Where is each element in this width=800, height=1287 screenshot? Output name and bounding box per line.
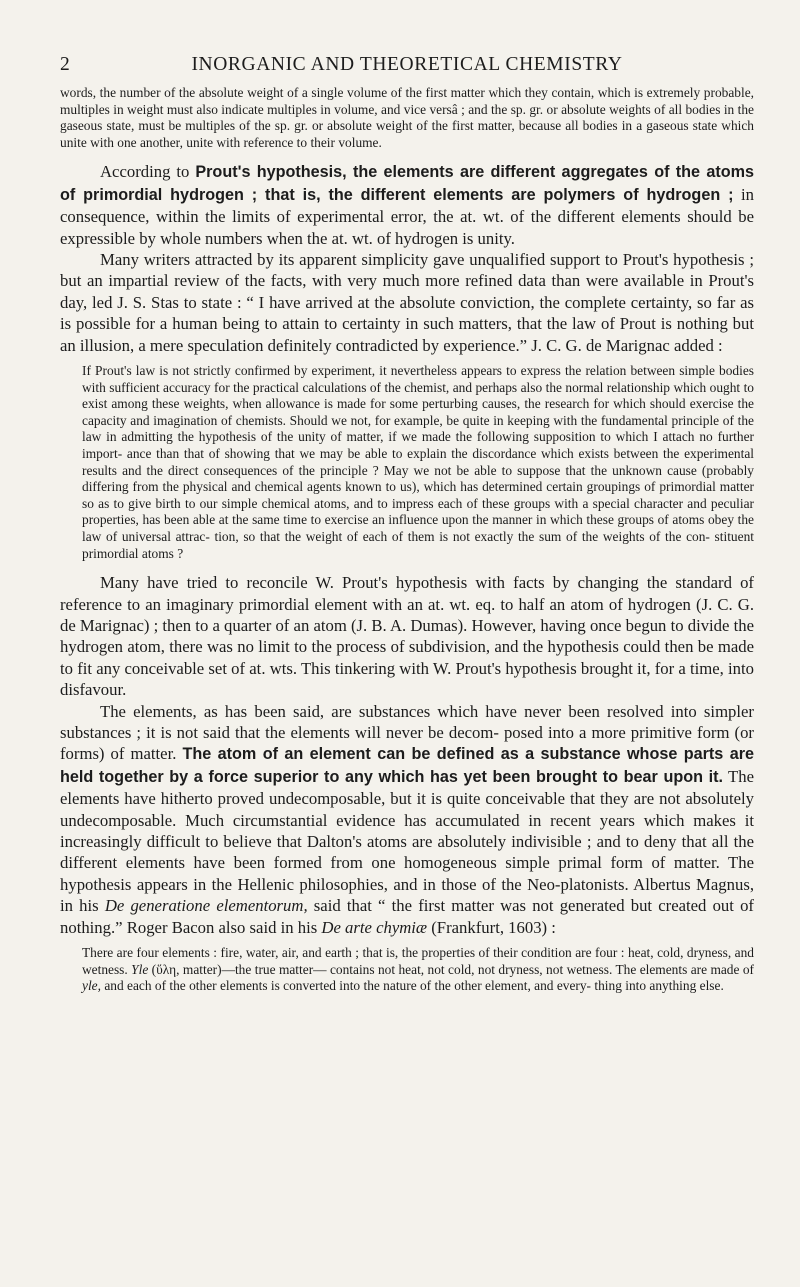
text-run: The elements have hitherto proved undecomposable, but it is quite conceivable that they are not absolutely undecomposable. Much circumstantial evidence has accumulated in recent years which makes it increasingly difficult to believe that Dalton's atoms are absolutely indivisible ; and to deny that all the different elements have been formed from one homogeneous simple primal form of matter. The hypothesis appears in the Hellenic philosophies, and in those of the Neo-platonists. Albertus Magnus, in his [60,766,754,916]
text-run: in consequence, within the limits of experimental error, the at. wt. of the different elements should be expressible by whole numbers when the at. wt. of hydrogen is unity. [60,184,754,248]
paragraph-elements [60,701,754,938]
text-run: said that “ the first matter was not generated but created out of nothing.” Roger Bacon also said in his [60,896,754,937]
running-title: INORGANIC AND THEORETICAL CHEMISTRY [191,54,623,75]
page-number: 2 [60,54,71,75]
running-head [60,54,754,76]
text-run: There are four elements : fire, water, air, and earth ; that is, the properties of their condition are four : heat, cold, dryness, and wetness. [82,945,754,977]
paragraph-stas: Many writers attracted by its apparent simplicity gave unqualified support to Prout's hypothesis ; but an impartial review of the facts, with very much more refined data than were available in Prout's day, led J. S. Stas to state : “ I have arrived at the absolute conviction, the complete certainty, so far as is possible for a human being to attain to certainty in such matters, that the law of Prout is nothing but an illusion, a mere speculation definitely contradicted by experience.” J. C. G. de Marignac added : [60,250,754,355]
paragraph-prout-hypothesis [60,161,754,249]
paragraph-continuation: words, the number of the absolute weight of a single volume of the first matter which they contain, which is extremely probable, multiples in weight must also indicate multiples in volume, and vice versâ ; and the sp. gr. or absolute weights of all bodies in the gaseous state, must be multiples of the sp. gr. or absolute weight of the first matter, because all bodies in a gaseous state which unite with one another, unite with reference to their volume. [60,85,754,150]
italic-term: Yle [131,961,149,977]
italic-title: De arte chymiæ [321,917,428,937]
text-run: and each of the other elements is converted into the nature of the other element, and every- thing into anything else. [100,978,724,994]
italic-term: yle, [82,978,101,994]
text-run: (Frankfurt, 1603) : [427,917,556,937]
bold-definition-prout: Prout's hypothesis, the elements are different aggregates of the atoms of primordial hydrogen ; that is, the different elements are polymers of hydrogen ; [60,163,754,204]
quote-marignac: If Prout's law is not strictly confirmed by experiment, it nevertheless appears to express the relation between simple bodies with sufficient accuracy for the practical calculations of the chemist, and perhaps also the normal relationship which ought to exist among these weights, when allowance is made for some perturbing causes, the research for which should exercise the capacity and imagination of chemists. Should we not, for example, be quite in keeping with the fundamental principle of the law in admitting the hypothesis of the unity of matter, if we made the following supposition to which I attach no further import- ance than that of showing that we may be able to explain the discordance which exists between the experimental results and the direct consequences of the principle ? May we not be able to suppose that the unknown cause (probably differing from the physical and chemical agents known to us), which has determined certain groupings of primordial matter so as to give birth to our simple chemical atoms, and to impress each of these groups with a special character and peculiar properties, has been able at the same time to exercise an influence upon the manner in which these groups of atoms obey the law of universal attrac- tion, so that the weight of each of them is not exactly the sum of the weights of the con- stituent primordial atoms ? [82,363,754,561]
bold-definition-atom: The atom of an element can be defined as a substance whose parts are held together by a force superior to any which has yet been brought to bear upon it. [60,745,755,786]
text-run: According to [100,162,196,182]
italic-title: De generatione elementorum, [104,896,308,916]
quote-bacon [60,945,754,995]
text-run: (ὕλη, matter)—the true matter— contains not heat, not cold, not dryness, not wetness. The elements are made of [148,961,755,977]
text-run: The elements, as has been said, are substances which have never been resolved into simpler substances ; it is not said that the elements will never be decom- posed into a more primitive form (or forms) of matter. [60,701,754,764]
paragraph-reconcile: Many have tried to reconcile W. Prout's hypothesis with facts by changing the standard of reference to an imaginary primordial element with an at. wt. eq. to half an atom of hydrogen (J. C. G. de Marignac) ; then to a quarter of an atom (J. B. A. Dumas). However, having once begun to divide the hydrogen atom, there was no limit to the process of subdivision, and the hypothesis could then be made to fit any conceivable set of at. wts. This tinkering with W. Prout's hypothesis brought it, for a time, into disfavour. [60,573,754,700]
